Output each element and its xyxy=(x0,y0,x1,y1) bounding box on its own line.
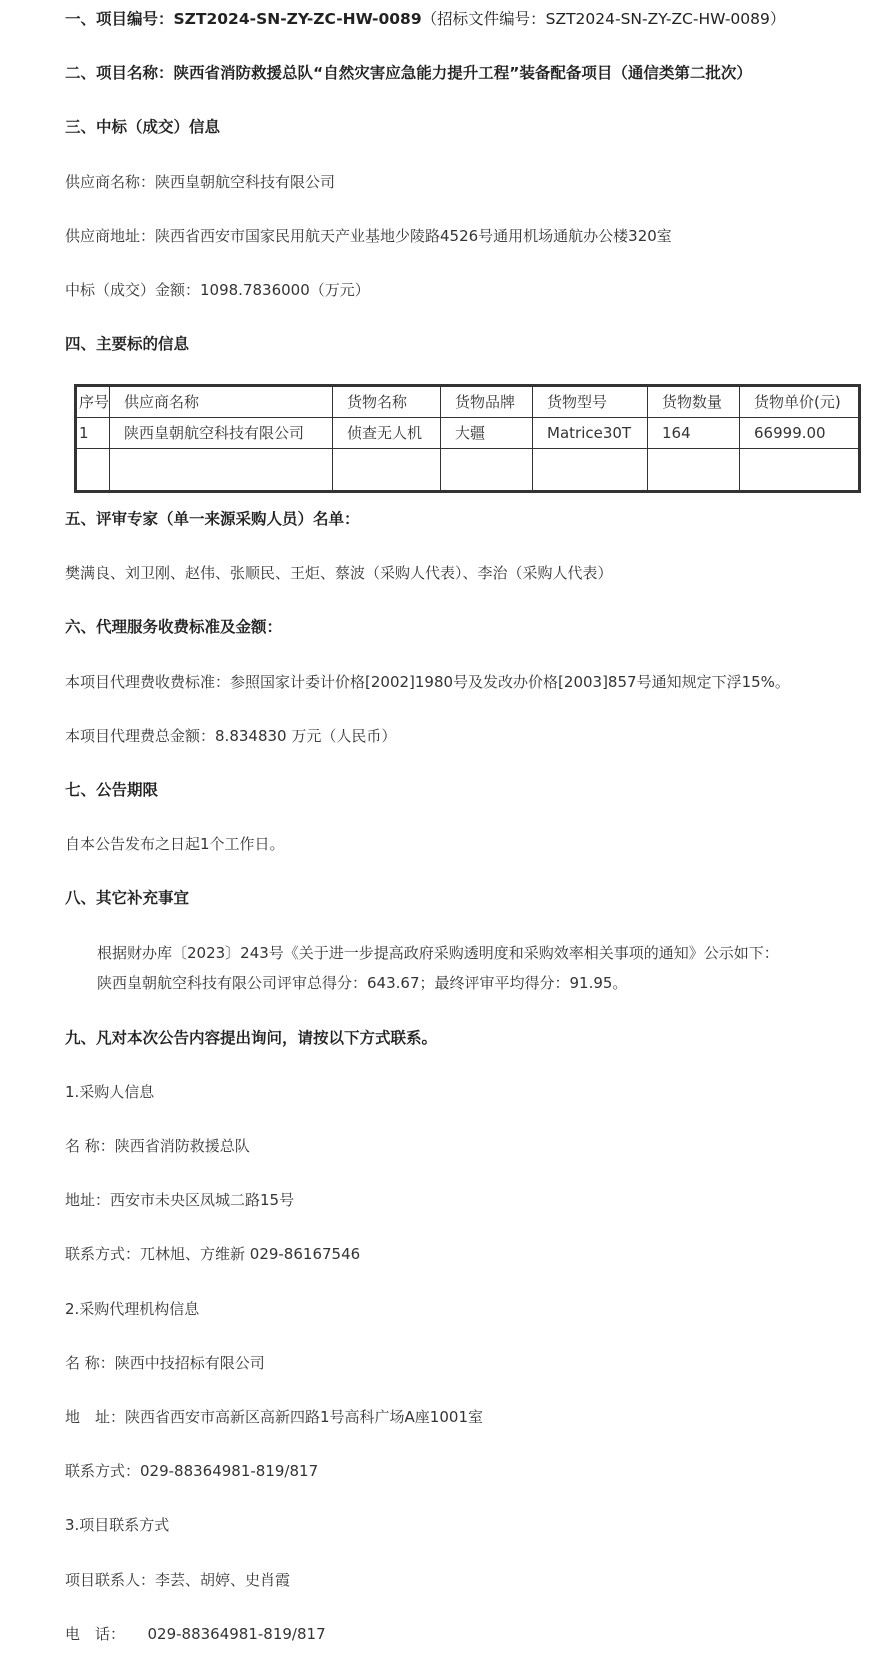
purchaser-contact: 联系方式：兀林旭、方维新 029-86167546 xyxy=(65,1245,361,1263)
table-cell: 大疆 xyxy=(441,418,533,449)
table-empty-row xyxy=(76,449,860,492)
project-contacts: 项目联系人：李芸、胡婷、史肖霞 xyxy=(65,1571,291,1589)
supplier-address: 供应商地址：陕西省西安市国家民用航天产业基地少陵路4526号通用机场通航办公楼320室 xyxy=(65,227,672,245)
section-9-heading: 九、凡对本次公告内容提出询问，请按以下方式联系。 xyxy=(65,1029,438,1047)
section-7-heading: 七、公告期限 xyxy=(65,781,159,799)
purchaser-name: 名 称：陕西省消防救援总队 xyxy=(65,1137,250,1155)
table-row xyxy=(76,418,860,449)
agency-info-title: 2.采购代理机构信息 xyxy=(65,1300,200,1318)
section-5-heading: 五、评审专家（单一来源采购人员）名单： xyxy=(65,510,360,528)
project-number-code: SZT2024-SN-ZY-ZC-HW-0089 xyxy=(173,10,422,28)
agency-fee-total: 本项目代理费总金额：8.834830 万元（人民币） xyxy=(65,727,397,745)
project-contact-title: 3.项目联系方式 xyxy=(65,1516,170,1534)
header-cell: 货物型号 xyxy=(533,386,648,418)
table-cell: 1 xyxy=(76,418,110,449)
tender-doc-number: （招标文件编号：SZT2024-SN-ZY-ZC-HW-0089） xyxy=(421,10,786,28)
award-table xyxy=(74,384,861,493)
section-3-heading: 三、中标（成交）信息 xyxy=(65,118,221,136)
notice-period: 自本公告发布之日起1个工作日。 xyxy=(65,835,285,853)
award-amount: 中标（成交）金额：1098.7836000（万元） xyxy=(65,281,370,299)
header-cell: 货物数量 xyxy=(648,386,740,418)
table-header-row xyxy=(76,386,860,418)
agency-fee-standard: 本项目代理费收费标准：参照国家计委计价格[2002]1980号及发改办价格[2003]857号通知规定下浮15%。 xyxy=(65,673,790,691)
purchaser-info-title: 1.采购人信息 xyxy=(65,1083,155,1101)
header-cell: 货物品牌 xyxy=(441,386,533,418)
header-cell: 序号 xyxy=(76,386,110,418)
header-cell: 供应商名称 xyxy=(110,386,333,418)
table-cell: 164 xyxy=(648,418,740,449)
table-cell: 陕西皇朝航空科技有限公司 xyxy=(110,418,333,449)
section-2-project-name: 二、项目名称：陕西省消防救援总队“自然灾害应急能力提升工程”装备配备项目（通信类第二批次） xyxy=(65,64,752,82)
section-6-heading: 六、代理服务收费标准及金额： xyxy=(65,618,283,636)
table-cell: 侦查无人机 xyxy=(333,418,441,449)
header-cell: 货物名称 xyxy=(333,386,441,418)
project-phone: 电 话： 029-88364981-819/817 xyxy=(65,1625,326,1643)
section-1-project-number xyxy=(65,8,785,30)
table-cell: Matrice30T xyxy=(533,418,648,449)
section-8-heading: 八、其它补充事宜 xyxy=(65,889,190,907)
agency-contact: 联系方式：029-88364981-819/817 xyxy=(65,1462,319,1480)
purchaser-address: 地址：西安市未央区凤城二路15号 xyxy=(65,1191,295,1209)
project-number-label: 一、项目编号： xyxy=(65,10,174,28)
expert-names: 樊满良、刘卫刚、赵伟、张顺民、王炬、蔡波（采购人代表）、李治（采购人代表） xyxy=(65,564,613,582)
agency-name: 名 称：陕西中技招标有限公司 xyxy=(65,1354,265,1372)
table-cell: 66999.00 xyxy=(740,418,860,449)
supplier-name: 供应商名称：陕西皇朝航空科技有限公司 xyxy=(65,173,336,191)
agency-address: 地 址：陕西省西安市高新区高新四路1号高科广场A座1001室 xyxy=(65,1408,483,1426)
section-4-heading: 四、主要标的信息 xyxy=(65,335,190,353)
supplement-line-2: 陕西皇朝航空科技有限公司评审总得分：643.67；最终评审平均得分：91.95。 xyxy=(97,974,628,992)
header-cell: 货物单价(元) xyxy=(740,386,860,418)
supplement-line-1: 根据财办库〔2023〕243号《关于进一步提高政府采购透明度和采购效率相关事项的通知》公示如下： xyxy=(97,944,779,962)
